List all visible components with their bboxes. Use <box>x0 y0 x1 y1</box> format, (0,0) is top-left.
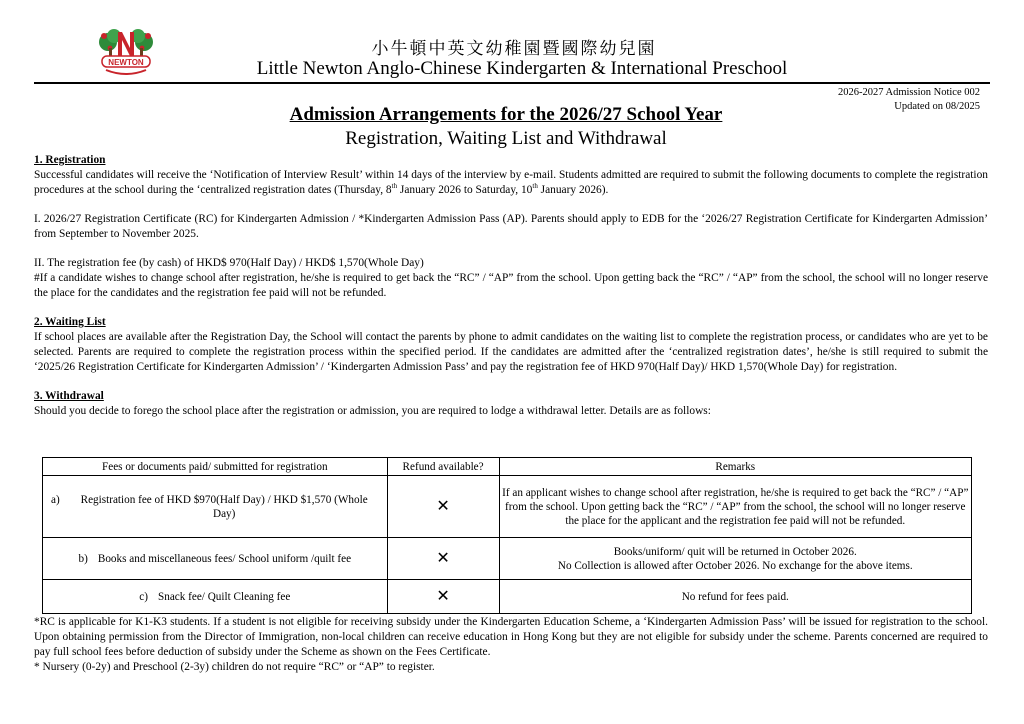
page-title: Admission Arrangements for the 2026/27 School Year <box>289 104 723 125</box>
footnotes <box>34 615 988 675</box>
registration-paragraph-4: #If a candidate wishes to change school after registration, he/she is required to get back the “RC” / “AP” from the school. Upon getting back the “RC” / “AP” from the school, the school will no longer reserve the place for the candidates and the registration fee paid will not be refunded. <box>34 272 988 299</box>
section-heading-waiting-list: 2. Waiting List <box>34 316 106 328</box>
registration-paragraph-2: I. 2026/27 Registration Certificate (RC) for Kindergarten Admission / *Kindergarten Admission Pass (AP). Parents should apply to EDB for the ‘2026/27 Registration Certificate for Kindergarten Admission’ from September to November 2025. <box>34 213 988 240</box>
column-header: Refund available? <box>387 458 499 476</box>
table-row <box>43 580 972 614</box>
school-name-chinese: 小牛頓中英文幼稚園暨國際幼兒園 <box>371 39 657 59</box>
cross-icon: ✕ <box>436 495 450 515</box>
registration-paragraph-1: Successful candidates will receive the ‘Notification of Interview Result’ within 14 days of the interview by e-mail. Students admitted are required to submit the following documents to complete the registration procedures at the school during the ‘centralized registration dates (Thursday, 8th January 2026 to Saturday, 10th January 2026). <box>34 169 988 196</box>
table-row <box>43 476 972 538</box>
notice-number: 2026-2027 Admission Notice 002 <box>837 87 980 98</box>
footnote-nursery: * Nursery (0-2y) and Preschool (2-3y) children do not require “RC” or “AP” to register. <box>34 661 435 673</box>
registration-paragraph-3: II. The registration fee (by cash) of HKD$ 970(Half Day) / HKD$ 1,570(Whole Day) <box>34 257 424 269</box>
waiting-list-paragraph: If school places are available after the Registration Day, the School will contact the parents by phone to admit candidates on the waiting list to complete the registration process, or candidates who are yet to be selected. Parents are required to complete the registration process within the specified period. If the candidates are admitted after the ‘centralized registration dates’, he/she is still required to submit the ‘2025/26 Registration Certificate for Kindergarten Admission’ / ‘Kindergarten Admission Pass’ and pay the registration fee of HKD 970(Half Day)/ HKD 1,570(Whole Day) for registration. <box>34 331 988 373</box>
withdrawal-table <box>42 457 972 614</box>
section-heading-registration: 1. Registration <box>34 154 106 166</box>
page-subtitle: Registration, Waiting List and Withdrawal <box>345 128 667 149</box>
cross-icon: ✕ <box>436 585 450 605</box>
remarks-cell: If an applicant wishes to change school after registration, he/she is required to get back the “RC” / “AP” from the school. Upon getting back the “RC” / “AP” from the school, the school will no longer reserve the place for the applicant and the registration fee paid will not be refunded. <box>499 476 971 538</box>
fee-item-cell: b) Books and miscellaneous fees/ School uniform /quilt fee <box>43 538 388 580</box>
table-row <box>43 538 972 580</box>
refund-cell <box>387 476 499 538</box>
refund-cell <box>387 580 499 614</box>
fee-item-cell: c) Snack fee/ Quilt Cleaning fee <box>43 580 388 614</box>
letterhead <box>0 0 1024 86</box>
withdrawal-paragraph: Should you decide to forego the school place after the registration or admission, you are required to lodge a withdrawal letter. Details are as follows: <box>34 405 711 417</box>
footnote-rc: *RC is applicable for K1-K3 students. If a student is not eligible for receiving subsidy under the Kindergarten Education Scheme, a ‘Kindergarten Admission Pass’ will be issued for registration to the school. Upon obtaining permission from the Director of Immigration, non-local children can receive education in Hong Kong but they are not eligible for subsidy under the scheme. Parents concerned are required to pay full school fees before deduction of subsidy under the Scheme as shown on the Fees Certificate. <box>34 616 988 658</box>
notice-body <box>34 153 988 419</box>
fee-item-cell: a) Registration fee of HKD $970(Half Day) / HKD $1,570 (Whole Day) <box>43 476 388 538</box>
notice-updated: Updated on 08/2025 <box>894 101 980 112</box>
remarks-cell: No refund for fees paid. <box>499 580 971 614</box>
cross-icon: ✕ <box>436 547 450 567</box>
remarks-cell: Books/uniform/ quit will be returned in October 2026. No Collection is allowed after October 2026. No exchange for the above items. <box>499 538 971 580</box>
refund-cell <box>387 538 499 580</box>
section-heading-withdrawal: 3. Withdrawal <box>34 390 104 402</box>
column-header: Fees or documents paid/ submitted for registration <box>43 458 388 476</box>
school-name-english: Little Newton Anglo-Chinese Kindergarten & International Preschool <box>256 58 788 79</box>
header-rule <box>34 82 990 84</box>
column-header: Remarks <box>499 458 971 476</box>
logo-text: NEWTON <box>108 58 144 67</box>
table-header-row <box>43 458 972 476</box>
